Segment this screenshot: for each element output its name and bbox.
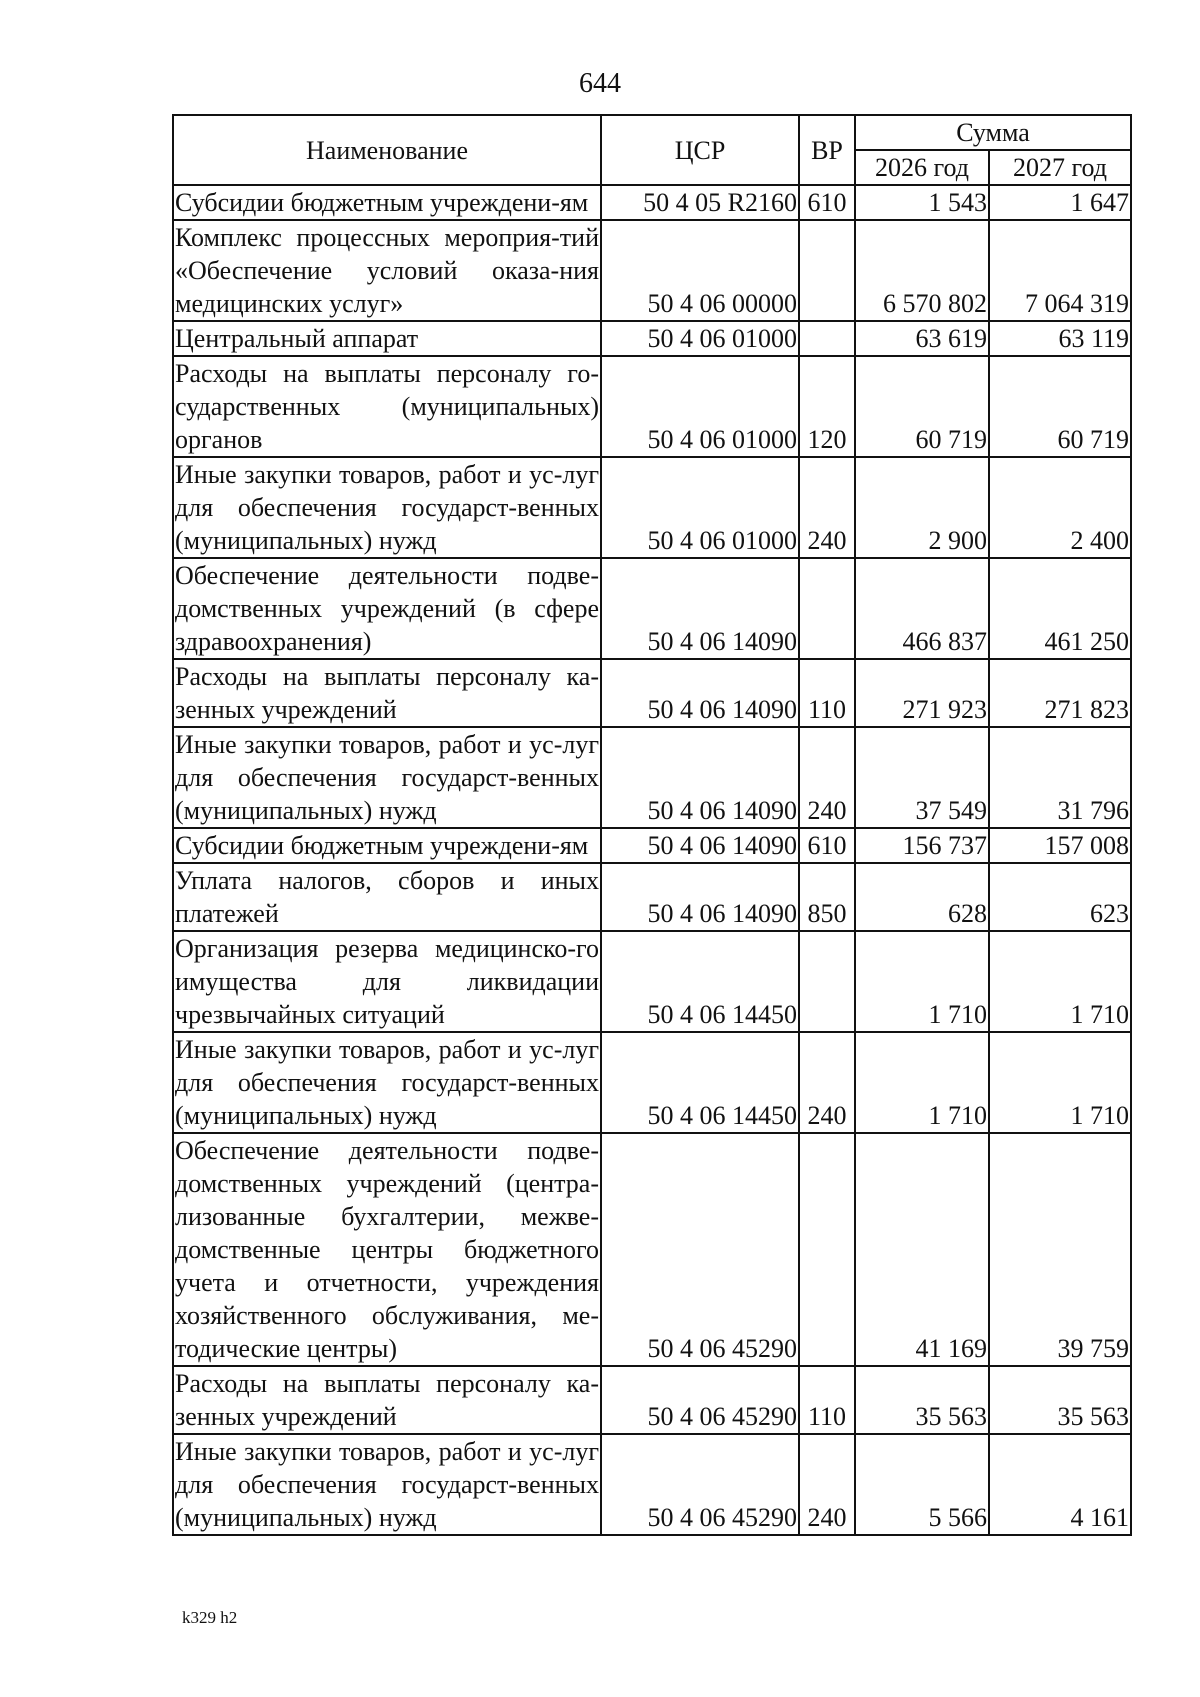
row-vr xyxy=(799,321,855,356)
table-row xyxy=(173,828,1131,863)
header-sum: Сумма xyxy=(855,115,1131,150)
row-name: Субсидии бюджетным учреждени-ям xyxy=(173,185,601,220)
row-vr: 120 xyxy=(799,356,855,457)
row-sum-2027: 7 064 319 xyxy=(989,220,1131,321)
table-row xyxy=(173,727,1131,828)
row-csr: 50 4 06 14450 xyxy=(601,1032,799,1133)
row-name: Иные закупки товаров, работ и ус-луг для обеспечения государст-венных (муниципальных) нужд xyxy=(173,457,601,558)
table-row xyxy=(173,931,1131,1032)
row-name: Иные закупки товаров, работ и ус-луг для обеспечения государст-венных (муниципальных) нужд xyxy=(173,1032,601,1133)
row-sum-2027: 1 710 xyxy=(989,1032,1131,1133)
row-sum-2027: 461 250 xyxy=(989,558,1131,659)
row-vr xyxy=(799,220,855,321)
row-sum-2026: 41 169 xyxy=(855,1133,989,1366)
table-row xyxy=(173,659,1131,727)
row-sum-2027: 623 xyxy=(989,863,1131,931)
row-name: Иные закупки товаров, работ и ус-луг для обеспечения государст-венных (муниципальных) нужд xyxy=(173,1434,601,1535)
row-sum-2027: 35 563 xyxy=(989,1366,1131,1434)
row-vr xyxy=(799,931,855,1032)
page-number: 644 xyxy=(579,68,621,99)
row-sum-2027: 2 400 xyxy=(989,457,1131,558)
header-name: Наименование xyxy=(173,115,601,185)
row-sum-2027: 271 823 xyxy=(989,659,1131,727)
table-row xyxy=(173,1133,1131,1366)
row-sum-2026: 1 710 xyxy=(855,931,989,1032)
header-csr: ЦСР xyxy=(601,115,799,185)
row-vr: 240 xyxy=(799,1032,855,1133)
table-row xyxy=(173,1032,1131,1133)
row-sum-2026: 35 563 xyxy=(855,1366,989,1434)
row-sum-2027: 60 719 xyxy=(989,356,1131,457)
row-name: Обеспечение деятельности подве-домственных учреждений (в сфере здравоохранения) xyxy=(173,558,601,659)
row-vr: 110 xyxy=(799,1366,855,1434)
row-vr: 850 xyxy=(799,863,855,931)
header-year-2027: 2027 год xyxy=(989,150,1131,185)
row-vr: 240 xyxy=(799,1434,855,1535)
row-sum-2026: 37 549 xyxy=(855,727,989,828)
row-name: Организация резерва медицинско-го имущества для ликвидации чрезвычайных ситуаций xyxy=(173,931,601,1032)
row-sum-2026: 5 566 xyxy=(855,1434,989,1535)
row-name: Уплата налогов, сборов и иных платежей xyxy=(173,863,601,931)
row-sum-2027: 4 161 xyxy=(989,1434,1131,1535)
row-name: Расходы на выплаты персоналу го-сударственных (муниципальных) органов xyxy=(173,356,601,457)
row-sum-2027: 31 796 xyxy=(989,727,1131,828)
row-sum-2027: 1 710 xyxy=(989,931,1131,1032)
table-row xyxy=(173,457,1131,558)
table-row xyxy=(173,185,1131,220)
row-csr: 50 4 06 45290 xyxy=(601,1434,799,1535)
row-sum-2026: 63 619 xyxy=(855,321,989,356)
table-row xyxy=(173,863,1131,931)
row-sum-2027: 157 008 xyxy=(989,828,1131,863)
table-row xyxy=(173,558,1131,659)
row-sum-2027: 63 119 xyxy=(989,321,1131,356)
row-sum-2026: 2 900 xyxy=(855,457,989,558)
row-vr: 240 xyxy=(799,457,855,558)
table-row xyxy=(173,1366,1131,1434)
row-sum-2026: 271 923 xyxy=(855,659,989,727)
row-sum-2026: 60 719 xyxy=(855,356,989,457)
row-csr: 50 4 06 14450 xyxy=(601,931,799,1032)
row-name: Иные закупки товаров, работ и ус-луг для обеспечения государст-венных (муниципальных) нужд xyxy=(173,727,601,828)
row-name: Расходы на выплаты персоналу ка-зенных учреждений xyxy=(173,1366,601,1434)
row-csr: 50 4 06 45290 xyxy=(601,1133,799,1366)
row-csr: 50 4 06 14090 xyxy=(601,727,799,828)
row-vr: 240 xyxy=(799,727,855,828)
row-name: Субсидии бюджетным учреждени-ям xyxy=(173,828,601,863)
row-sum-2026: 466 837 xyxy=(855,558,989,659)
row-csr: 50 4 05 R2160 xyxy=(601,185,799,220)
header-row xyxy=(173,115,1131,150)
row-sum-2026: 6 570 802 xyxy=(855,220,989,321)
header-year-2026: 2026 год xyxy=(855,150,989,185)
header-vr: ВР xyxy=(799,115,855,185)
row-sum-2026: 1 710 xyxy=(855,1032,989,1133)
row-csr: 50 4 06 14090 xyxy=(601,659,799,727)
row-sum-2026: 1 543 xyxy=(855,185,989,220)
row-sum-2026: 156 737 xyxy=(855,828,989,863)
row-csr: 50 4 06 14090 xyxy=(601,863,799,931)
row-vr xyxy=(799,558,855,659)
table-body xyxy=(173,185,1131,1535)
row-sum-2027: 1 647 xyxy=(989,185,1131,220)
budget-table xyxy=(172,114,1132,1536)
row-csr: 50 4 06 00000 xyxy=(601,220,799,321)
row-sum-2027: 39 759 xyxy=(989,1133,1131,1366)
row-name: Обеспечение деятельности подве-домственных учреждений (центра-лизованные бухгалтерии, межве-домственные центры бюджетного учета и отчетности, учреждения хозяйственного обслуживания, ме-тодические центры) xyxy=(173,1133,601,1366)
table-row xyxy=(173,356,1131,457)
row-vr: 110 xyxy=(799,659,855,727)
footer-code: k329 h2 xyxy=(182,1608,238,1627)
row-csr: 50 4 06 01000 xyxy=(601,321,799,356)
row-name: Комплекс процессных мероприя-тий «Обеспечение условий оказа-ния медицинских услуг» xyxy=(173,220,601,321)
row-csr: 50 4 06 45290 xyxy=(601,1366,799,1434)
table-row xyxy=(173,1434,1131,1535)
row-vr xyxy=(799,1133,855,1366)
table-row xyxy=(173,220,1131,321)
row-csr: 50 4 06 14090 xyxy=(601,558,799,659)
row-name: Расходы на выплаты персоналу ка-зенных учреждений xyxy=(173,659,601,727)
row-csr: 50 4 06 01000 xyxy=(601,457,799,558)
table-row xyxy=(173,321,1131,356)
row-vr: 610 xyxy=(799,185,855,220)
row-sum-2026: 628 xyxy=(855,863,989,931)
row-name: Центральный аппарат xyxy=(173,321,601,356)
row-csr: 50 4 06 01000 xyxy=(601,356,799,457)
row-vr: 610 xyxy=(799,828,855,863)
row-csr: 50 4 06 14090 xyxy=(601,828,799,863)
